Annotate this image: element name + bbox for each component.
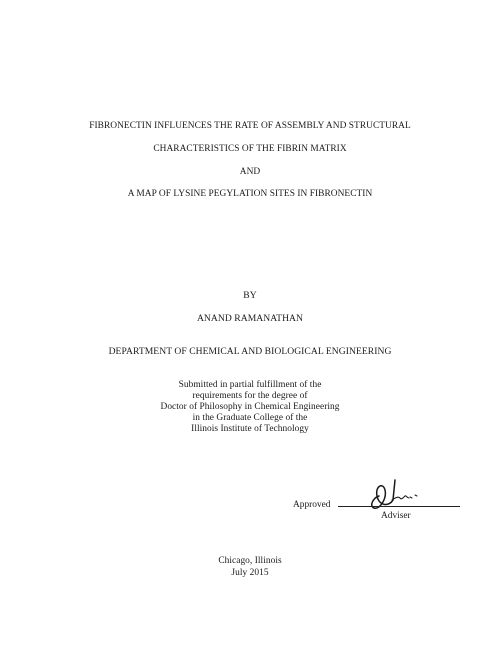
thesis-title-line-1: FIBRONECTIN INFLUENCES THE RATE OF ASSEMBLY AND STRUCTURAL — [89, 121, 411, 131]
submission-line-3: Doctor of Philosophy in Chemical Engineering — [160, 402, 340, 412]
thesis-title-conjunction: AND — [239, 167, 261, 177]
approval-block — [293, 476, 463, 524]
thesis-title-line-3: A MAP OF LYSINE PEGYLATION SITES IN FIBRONECTIN — [127, 189, 373, 199]
department-name: DEPARTMENT OF CHEMICAL AND BIOLOGICAL ENGINEERING — [108, 346, 392, 357]
approved-label: Approved — [293, 500, 331, 510]
date: July 2015 — [231, 568, 269, 578]
author-name: ANAND RAMANATHAN — [196, 313, 304, 324]
submission-line-2: requirements for the degree of — [192, 391, 308, 401]
submission-line-1: Submitted in partial fulfillment of the — [178, 380, 322, 390]
thesis-title-line-2: CHARACTERISTICS OF THE FIBRIN MATRIX — [153, 144, 347, 154]
place: Chicago, Illinois — [218, 556, 282, 566]
submission-line-5: Illinois Institute of Technology — [191, 424, 309, 434]
adviser-label: Adviser — [381, 511, 411, 521]
signature-line — [338, 506, 460, 507]
by-label: BY — [243, 290, 257, 301]
submission-line-4: in the Graduate College of the — [192, 413, 308, 423]
